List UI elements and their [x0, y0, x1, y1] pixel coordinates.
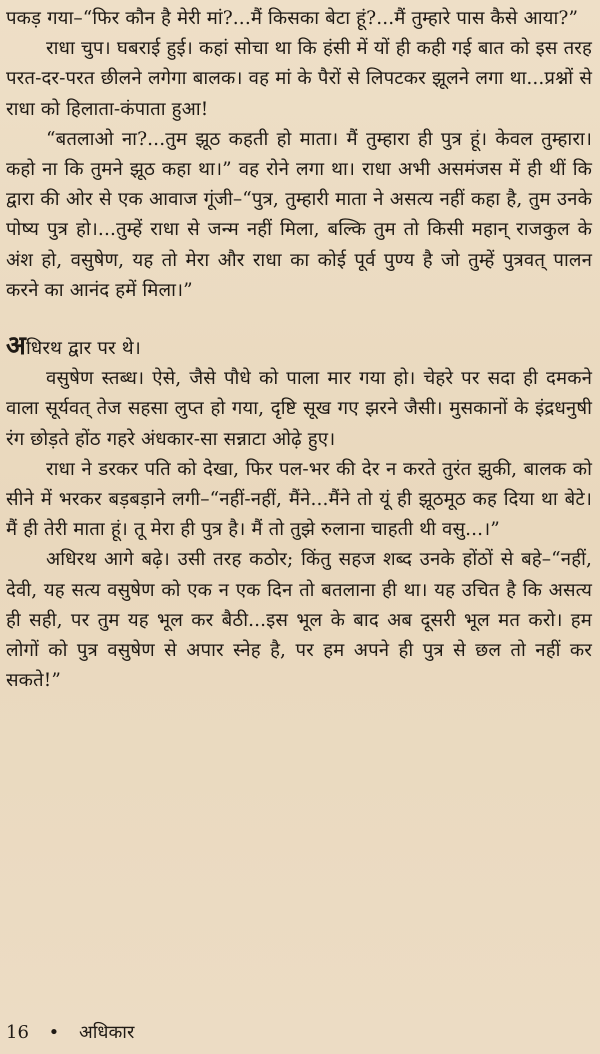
footer-bullet: • — [48, 1022, 60, 1043]
paragraph-5: वसुषेण स्तब्ध। ऐसे, जैसे पौधे को पाला मार गया हो। चेहरे पर सदा ही दमकने वाला सूर्यवत् तेज सहसा लुप्त हो गया, दृष्टि सूख गए झरने जैसी। मुसकानों के इंद्रधनुषी रंग छोड़ते होंठ गहरे अंधकार-सा सन्नाटा ओढ़े हुए। — [6, 368, 592, 450]
paragraph-7: अधिरथ आगे बढ़े। उसी तरह कठोर; किंतु सहज शब्द उनके होंठों से बहे–“नहीं, देवी, यह सत्य वसुषेण को एक न एक दिन तो बतलाना ही था। यह उचित है कि असत्य ही सही, पर तुम यह भूल कर बैठी...इस भूल के बाद अब दूसरी भूल मत करो। हम लोगों को पुत्र वसुषेण से अपार स्नेह है, पर हम अपने ही पुत्र से छल तो नहीं कर सकते!” — [6, 549, 592, 692]
paragraph-3: “बतलाओ ना?...तुम झूठ कहती हो माता। मैं तुम्हारा ही पुत्र हूं। केवल तुम्हारा। कहो ना कि तुमने झूठ कहा था।” वह रोने लगा था। राधा अभी असमंजस में ही थीं कि द्वारा की ओर से एक आवाज गूंजी–“पुत्र, तुम्हारी माता ने असत्य नहीं कहा है, तुम उनके पोष्य पुत्र हो।...तुम्हें राधा से जन्म नहीं मिला, बल्कि तुम तो किसी महान् राजकुल के अंश हो, वसुषेण, यह तो मेरा और राधा का कोई पूर्व पुण्य है जो तुम्हें पुत्रवत् पालन करने का आनंद हमें मिला।” — [6, 128, 592, 301]
paragraph-1: पकड़ गया–“फिर कौन है मेरी मां?...मैं किसका बेटा हूं?...मैं तुम्हारे पास कैसे आया?” — [6, 8, 579, 29]
section-gap — [6, 306, 592, 334]
paragraph-4 — [6, 331, 592, 364]
paragraph-4-rest: धिरथ द्वार पर थे। — [25, 338, 141, 360]
paragraph-2: राधा चुप। घबराई हुई। कहां सोचा था कि हंसी में यों ही कही गई बात को इस तरह परत-दर-परत छीलने लगेगा बालक। वह मां के पैरों से लिपटकर झूलने लगा था...प्रश्नों से राधा को हिलाता-कंपाता हुआ! — [6, 38, 592, 120]
page-number: 16 — [6, 1022, 29, 1043]
book-title: अधिकार — [79, 1022, 135, 1043]
paragraph-6: राधा ने डरकर पति को देखा, फिर पल-भर की देर न करते तुरंत झुकी, बालक को सीने में भरकर बड़बड़ाने लगी–“नहीं-नहीं, मैंने...मैंने तो यूं ही झूठमूठ कह दिया था बेटे। मैं ही तेरी माता हूं। तू मेरा ही पुत्र है। मैं तो तुझे रुलाना चाहती थी वसु...।” — [6, 458, 592, 541]
page-footer — [6, 1020, 148, 1046]
body-text — [6, 4, 592, 696]
drop-cap: अ — [6, 331, 26, 362]
